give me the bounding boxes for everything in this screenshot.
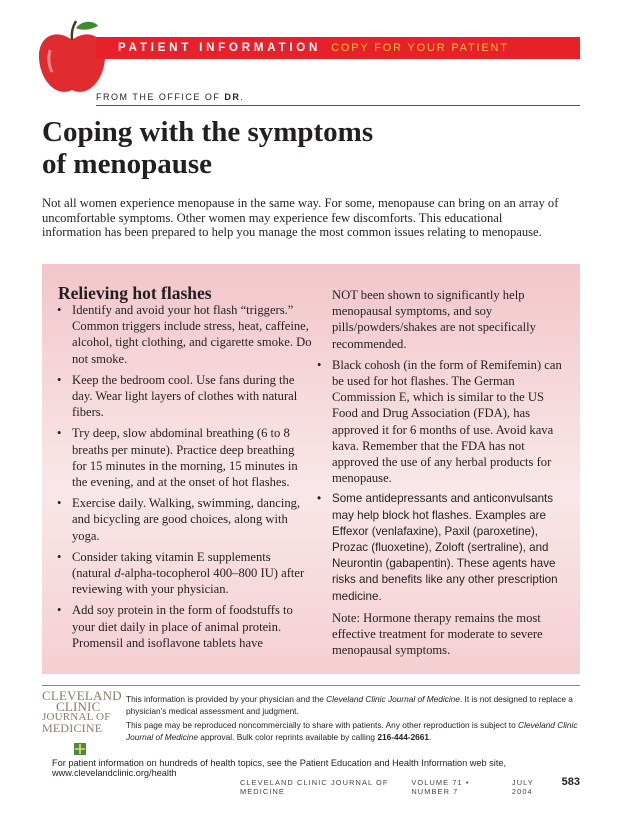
vitamin-e-post: -alpha-tocopherol 400–800 IU) after reviewing with your physician. [72, 566, 305, 597]
page-title [42, 116, 572, 180]
logo-line-2: CLINIC [56, 699, 101, 714]
running-footer [240, 776, 580, 796]
list-item: • Identify and avoid your hot flash “triggers.” Common triggers include stress, heat, caffeine, alcohol, tight clothing, and cigarette smoke. Do not smoke. [56, 302, 312, 367]
disclaimer-1-pre: This information is provided by your physician and the [126, 694, 327, 704]
logo-line-1: CLEVELAND [42, 688, 122, 703]
title-line-2: of menopause [42, 148, 212, 180]
disclaimer-2-pre: This page may be reproduced noncommercially to share with patients. Any other reproduction is subject to [126, 720, 519, 730]
journal-name: CLEVELAND CLINIC JOURNAL OF MEDICINE [240, 778, 389, 796]
left-bullet-list [56, 302, 312, 651]
page-number: 583 [561, 776, 580, 788]
right-bullet-list [316, 357, 572, 605]
disclaimer-2-journal: Cleveland Clinic Journal of Medicine [126, 720, 578, 742]
volume-number: VOLUME 71 • NUMBER 7 [411, 778, 470, 796]
list-item: • Some antidepressants and anticonvulsants may help block hot flashes. Examples are Effexor (venlafaxine), Paxil (paroxetine), Prozac (fluoxetine), Zoloft (sertraline), and Neurontin (gabapentin). These agents have risks and benefits like any other prescription medicine. [316, 491, 572, 604]
issue-date: JULY 2004 [511, 778, 534, 796]
logo-line-4: MEDICINE [42, 721, 103, 735]
disclaimer-1-journal: Cleveland Clinic Journal of Medicine [326, 694, 460, 704]
disclaimer-1-post: . It is not designed to replace a physician’s medical assessment and judgment. [126, 694, 573, 716]
banner-subtitle: COPY FOR YOUR PATIENT [331, 42, 509, 54]
disclaimer-2-mid: approval. Bulk color reprints available by calling [197, 732, 378, 742]
disclaimer-paragraph-1 [126, 693, 580, 717]
vitamin-e-italic: d [114, 566, 121, 581]
banner-title: PATIENT INFORMATION [118, 42, 322, 54]
list-item: • Keep the bedroom cool. Use fans during the day. Wear light layers of clothes with natural fibers. [56, 372, 312, 421]
list-item: • Try deep, slow abdominal breathing (6 to 8 breaths per minute). Practice deep breathing for 15 minutes in the morning, 15 minutes in the evening, and at the onset of hot flashes. [56, 425, 312, 490]
reprint-phone: 216-444-2661 [377, 732, 430, 742]
logo-line-3: JOURNAL OF [42, 711, 111, 723]
patient-information-banner [96, 37, 580, 59]
ccjm-emblem-icon [73, 742, 87, 756]
office-dr: DR [224, 92, 241, 102]
office-prefix: FROM THE OFFICE OF [96, 92, 225, 102]
web-info-line: For patient information on hundreds of health topics, see the Patient Education and Health Information web site, www.clevelandclinic.org/health [52, 758, 507, 778]
list-item: • Add soy protein in the form of foodstuffs to your diet daily in place of animal protein. Promensil and isoflavone tablets have [56, 602, 312, 651]
vitamin-e-pre: Consider taking vitamin E supplements (natural [72, 549, 271, 581]
continuation-text: NOT been shown to significantly help menopausal symptoms, and soy pills/powders/shakes are not specifically recommended. [332, 288, 536, 351]
disclaimer-paragraph-2 [126, 719, 580, 743]
intro-paragraph: Not all women experience menopause in the same way. For some, menopause can bring on an array of uncomfortable symptoms. Other women may experience few discomforts. This educational information has been prepared to help you manage the most common issues relating to menopause. [42, 196, 559, 240]
list-item [56, 549, 312, 598]
list-item: • Exercise daily. Walking, swimming, dancing, and bicycling are good choices, along with yoga. [56, 495, 312, 544]
list-item: • Black cohosh (in the form of Remifemin) can be used for hot flashes. The German Commission E, which is similar to the US Food and Drug Association (FDA), has approved it for 6 months of use. Avoid kava kava. Remember that the FDA has not approved the use of any herbal products for menopause. [316, 357, 572, 487]
header-divider [96, 105, 580, 106]
disclaimer [126, 693, 580, 745]
office-suffix: . [240, 92, 245, 102]
disclaimer-2-end: . [429, 732, 432, 742]
left-column [56, 302, 312, 656]
right-column [316, 287, 572, 663]
hormone-note: Note: Hormone therapy remains the most effective treatment for moderate to severe menopausal symptoms. [332, 610, 543, 658]
ccjm-logo [42, 688, 122, 760]
section-heading: Relieving hot flashes [58, 283, 212, 303]
footer-divider [42, 685, 580, 686]
title-line-1: Coping with the symptoms [42, 116, 374, 148]
office-line [96, 92, 244, 102]
